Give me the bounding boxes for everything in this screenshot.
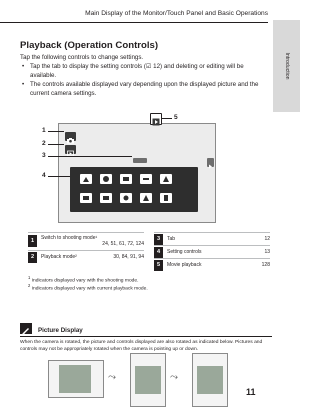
play-movie-icon <box>150 113 162 125</box>
table-row <box>28 232 144 249</box>
callout-1: 1 <box>42 127 46 134</box>
footnote-text: Indicators displayed vary with the shooting mode. <box>31 278 139 284</box>
setting-controls-icons <box>70 167 198 212</box>
section-title: Playback (Operation Controls) <box>20 40 159 51</box>
page-number: 11 <box>246 387 256 397</box>
bullet-dot: • <box>22 81 25 88</box>
bullet-text: Tap the tab to display the setting controls (☑ 12) and deleting or editing will be available. <box>30 63 244 79</box>
callout-4: 4 <box>42 172 46 179</box>
bullet-dot: • <box>22 63 25 70</box>
callout-3: 3 <box>42 152 46 159</box>
rotation-illustration-portrait <box>130 353 166 407</box>
callout-5: 5 <box>174 114 178 121</box>
row-number: 5 <box>154 260 163 271</box>
rotate-arrow-icon: ⤳ <box>108 372 116 383</box>
playback-icon <box>65 145 76 154</box>
bullet-item <box>22 81 270 98</box>
callout-line-5 <box>162 118 172 119</box>
side-tab-label-wrap <box>273 20 300 112</box>
callout-line-3 <box>48 156 132 157</box>
row-pages: 128 <box>261 262 270 268</box>
callout-line-1 <box>48 131 64 132</box>
note-text: When the camera is rotated, the picture and controls displayed are also rotated as indicated below. Pictures and controls may not be appropriately rotated when the camera is pointing up or down. <box>20 340 263 353</box>
row-number: 4 <box>154 247 163 258</box>
row-number: 1 <box>28 235 37 247</box>
row-label <box>41 254 144 260</box>
row-label-text: Switch to shooting mode¹ <box>41 235 98 241</box>
row-label-text: Movie playback <box>167 262 202 268</box>
camera-screen-illustration <box>58 123 216 223</box>
camera-icon <box>65 132 76 141</box>
mini-photo <box>135 366 161 394</box>
callout-line-2 <box>48 144 64 145</box>
note-icon <box>20 323 32 334</box>
table-row <box>154 232 270 245</box>
row-pages: 12 <box>264 236 270 242</box>
row-pages: 30, 84, 91, 94 <box>113 254 144 260</box>
table-row <box>154 258 270 271</box>
footnote-marker: 1 <box>28 275 31 280</box>
row-label-text: Tab <box>167 236 176 242</box>
mini-photo <box>197 366 223 394</box>
row-number: 2 <box>28 252 37 263</box>
row-label <box>41 235 144 247</box>
row-pages: 13 <box>264 249 270 255</box>
running-header: Main Display of the Monitor/Touch Panel and Basic Operations <box>85 10 268 17</box>
mini-photo <box>59 365 91 393</box>
footnote-2 <box>28 283 148 292</box>
footnote-text: Indicators displayed vary with current playback mode. <box>31 286 148 292</box>
rotation-illustration-portrait-2 <box>192 353 228 407</box>
row-label-text: Setting controls <box>167 249 202 255</box>
row-label-text: Playback mode² <box>41 254 77 260</box>
side-tab-label: Introduction <box>283 52 290 80</box>
callout-line-4 <box>48 176 70 177</box>
note-rule <box>20 336 272 337</box>
next-arrow-icon <box>207 158 214 167</box>
row-label <box>167 236 270 242</box>
row-number: 3 <box>154 234 163 245</box>
row-label <box>167 249 270 255</box>
footnote-marker: 2 <box>28 283 31 288</box>
intro-text: Tap the following controls to change settings. <box>20 54 144 61</box>
callout-2: 2 <box>42 140 46 147</box>
tab-icon <box>133 158 147 163</box>
row-label <box>167 262 270 268</box>
table-row <box>154 245 270 258</box>
table-row <box>28 250 144 263</box>
row-pages: 24, 51, 61, 72, 124 <box>102 241 144 247</box>
rotation-illustration-landscape <box>48 360 104 398</box>
bullet-text: The controls available displayed vary depending upon the displayed picture and the current camera settings. <box>30 81 259 97</box>
bullet-item <box>22 63 270 80</box>
header-rule <box>0 22 268 23</box>
note-title: Picture Display <box>38 327 83 334</box>
rotate-arrow-icon: ⤳ <box>170 372 178 383</box>
